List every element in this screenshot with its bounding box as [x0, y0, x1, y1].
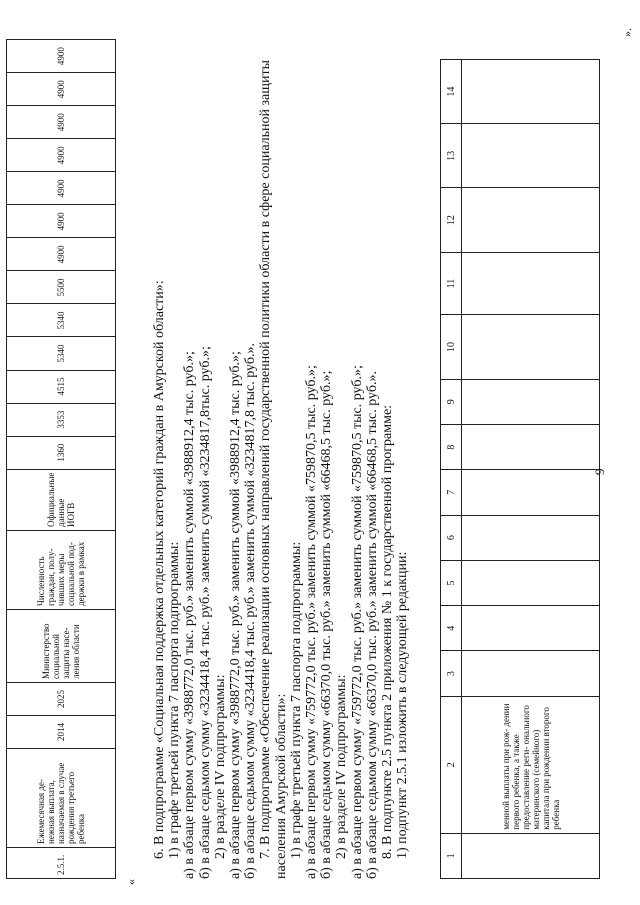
header-cell: 2: [441, 696, 462, 833]
row-text: менной выплаты при рож- дении первого ребенка, а также предоставление реги- онального материнского (семейного) капитала при рождении второго ребенка: [462, 696, 600, 833]
value-cell: 4900: [7, 40, 116, 73]
header-cell: 6: [441, 515, 462, 560]
value-cell: 5340: [7, 304, 116, 337]
table-row: [462, 60, 600, 879]
value-cell: 4900: [7, 205, 116, 238]
text-line: 8. В подпункте 2.5 пункта 2 приложения № 1 к государственной программе:: [380, 404, 396, 859]
text-line: 1) подпункт 2.5.1 изложить в следующей редакции:: [395, 551, 411, 859]
opening-quote: «: [124, 879, 138, 885]
header-cell: 13: [441, 124, 462, 188]
text-line: б) в абзаце седьмом сумму «66370,0 тыс. руб.» заменить суммой «66468,5 тыс. руб.»;: [319, 370, 335, 879]
measure-name: Ежемесячная де- нежная выплата, назначаемая в случае рождения третьего ребенка: [7, 749, 116, 848]
text-line: 2) в разделе IV подпрограммы:: [334, 674, 350, 859]
header-cell: 7: [441, 470, 462, 515]
text-line: 6. В подпрограмме «Социальная поддержка отдельных категорий граждан в Амурской области»:: [152, 280, 167, 859]
value-cell: 4900: [7, 238, 116, 271]
row-number: 2.5.1.: [7, 848, 116, 879]
value-cell: 1360: [7, 436, 116, 469]
value-cell: 3353: [7, 403, 116, 436]
value-cell: 4515: [7, 370, 116, 403]
value-cell: 5340: [7, 337, 116, 370]
text-line: б) в абзаце седьмом сумму «3234418,4 тыс. руб.» заменить суммой «3234817,8 тыс. руб.».: [243, 343, 259, 879]
text-line: 1) в графе третьей пункта 7 паспорта подпрограммы:: [288, 541, 304, 859]
value-cell: 4900: [7, 139, 116, 172]
value-cell: 4900: [7, 73, 116, 106]
text-line: а) в абзаце первом сумму «3988772,0 тыс. руб.» заменить суммой «3988912,4 тыс. руб.»;: [182, 351, 198, 879]
top-table: [440, 59, 600, 879]
header-cell: 4: [441, 606, 462, 651]
indicator: Численность граждан, полу- чивших меры социальной под- держки в рамках: [7, 530, 116, 609]
header-cell: 8: [441, 424, 462, 469]
text-line: 7. В подпрограмме «Обеспечение реализации основных направлений государственной политики области в сфере социальной защиты населения Амурской области»:: [258, 59, 289, 879]
page-number: 9: [592, 468, 607, 475]
closing-quote: ».: [620, 28, 634, 37]
text-line: 2) в разделе IV подпрограммы:: [212, 674, 228, 859]
text-line: 1) в графе третьей пункта 7 паспорта подпрограммы:: [167, 541, 183, 859]
text-line: а) в абзаце первом сумму «3988772,0 тыс. руб.» заменить суммой «3988912,4 тыс. руб.»;: [228, 351, 244, 879]
amendment-text: [152, 19, 410, 879]
header-cell: 10: [441, 315, 462, 379]
header-cell: 5: [441, 560, 462, 605]
header-cell: 9: [441, 379, 462, 424]
header-cell: 12: [441, 188, 462, 252]
responsible: Министерство социальной защиты насе- ления области: [7, 609, 116, 682]
text-line: а) в абзаце первом сумму «759772,0 тыс. руб.» заменить суммой «759870,5 тыс. руб.»;: [304, 365, 320, 879]
text-line: б) в абзаце седьмом сумму «3234418,4 тыс. руб.» заменить суммой «3234817,8тыс. руб.»;: [197, 346, 213, 879]
start-year: 2014: [7, 715, 116, 748]
value-cell: 5500: [7, 271, 116, 304]
bottom-table: [6, 39, 116, 879]
text-line: а) в абзаце первом сумму «759772,0 тыс. руб.» заменить суммой «759870,5 тыс. руб.»;: [349, 365, 365, 879]
value-cell: 4900: [7, 106, 116, 139]
header-cell: 3: [441, 651, 462, 696]
value-cell: 4900: [7, 172, 116, 205]
table-header-row: [441, 60, 462, 879]
data-source: Официальные данные ИОГВ: [7, 469, 116, 530]
header-cell: 14: [441, 60, 462, 124]
text-line: б) в абзаце седьмом сумму «66370,0 тыс. руб.» заменить суммой «66468,5 тыс. руб.».: [364, 371, 380, 879]
header-cell: 11: [441, 252, 462, 315]
table-row: [7, 40, 116, 879]
end-year: 2025: [7, 682, 116, 715]
header-cell: 1: [441, 833, 462, 878]
